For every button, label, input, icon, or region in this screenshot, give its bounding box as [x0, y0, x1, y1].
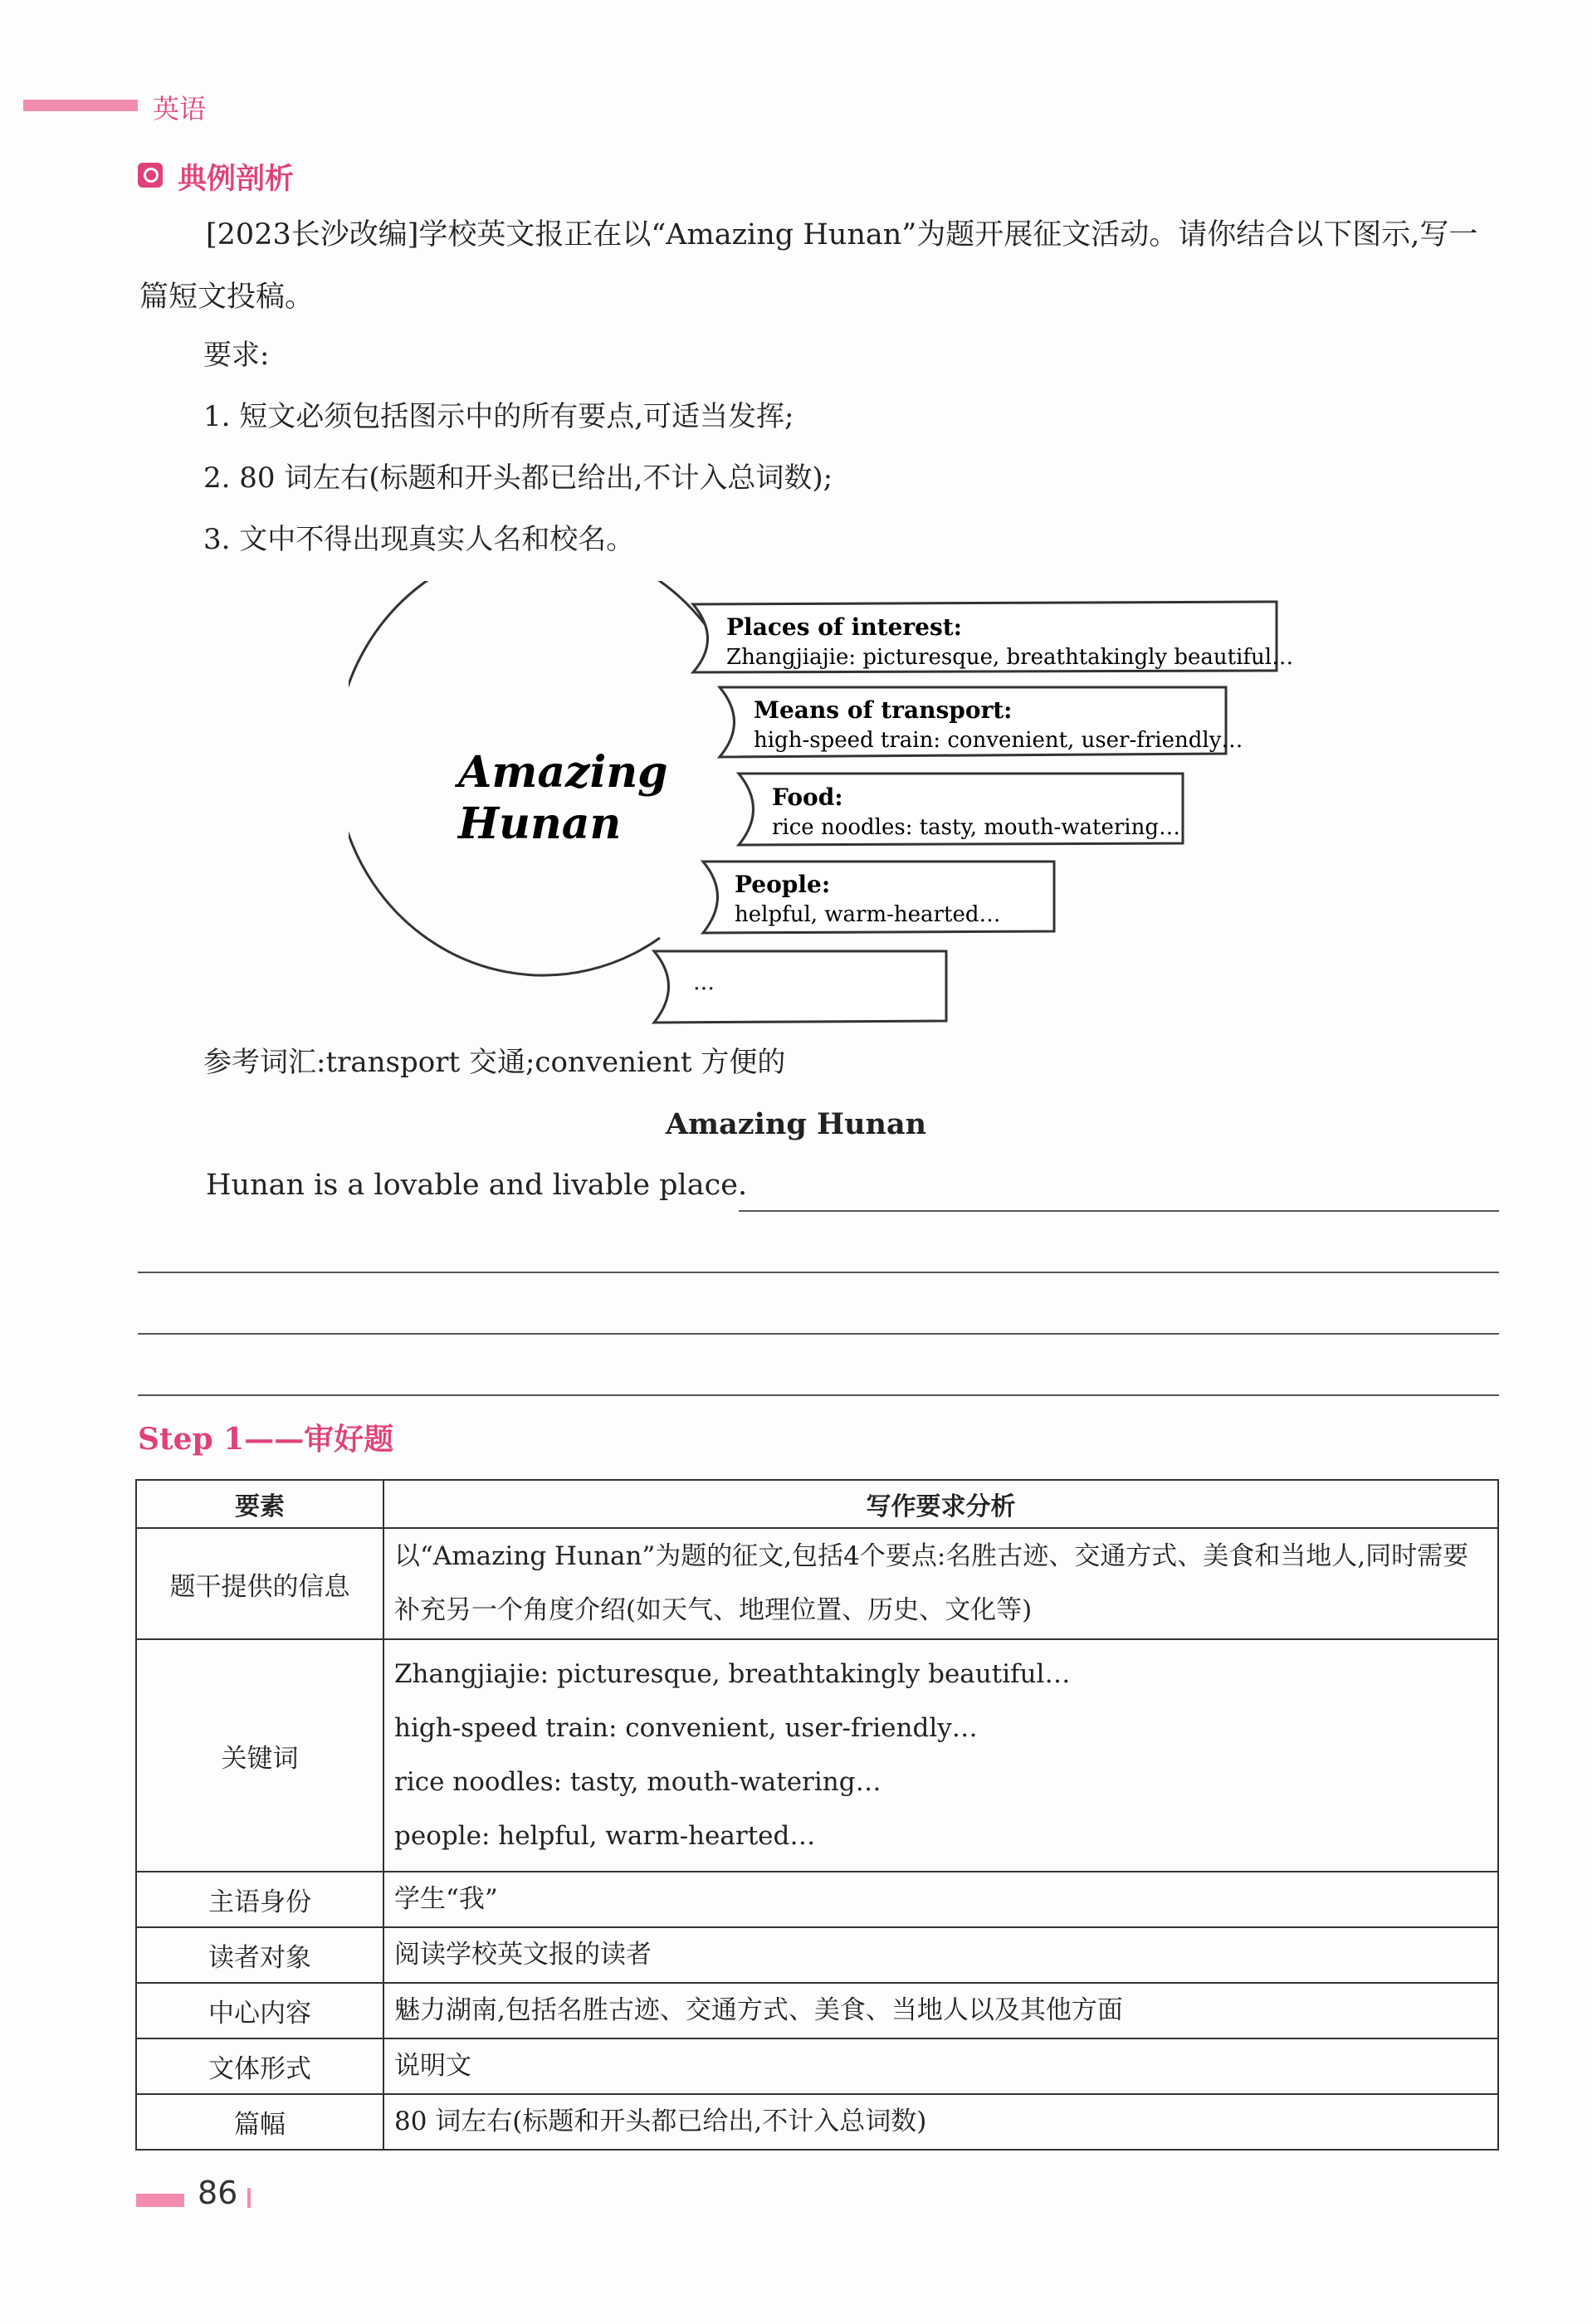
row-line: 学生“我” — [394, 1884, 498, 1914]
row-value — [383, 1639, 1498, 1872]
box-places-title: Places of interest: — [726, 613, 963, 641]
mind-map-diagram — [349, 581, 1311, 1046]
row-line: 补充另一个角度介绍(如天气、地理位置、历史、文化等) — [394, 1595, 1033, 1625]
row-value — [383, 2038, 1498, 2094]
box-transport-title: Means of transport: — [754, 696, 1013, 724]
row-line: high-speed train: convenient, user-friendly… — [394, 1713, 978, 1743]
table-row — [136, 2094, 1498, 2150]
row-key: 文体形式 — [136, 2038, 383, 2094]
row-line: 魅力湖南,包括名胜古迹、交通方式、美食、当地人以及其他方面 — [394, 1995, 1123, 2025]
magnifier-icon — [138, 163, 163, 188]
row-key: 篇幅 — [136, 2094, 383, 2150]
center-line-2: Hunan — [458, 798, 622, 849]
table-row — [136, 1872, 1498, 1927]
task-intro: [2023长沙改编]学校英文报正在以“Amazing Hunan”为题开展征文活动。请你结合以下图示,写一篇短文投稿。 — [139, 218, 1478, 314]
box-places — [693, 602, 1293, 672]
table-row — [136, 2038, 1498, 2094]
row-line: 以“Amazing Hunan”为题的征文,包括4个要点:名胜古迹、交通方式、美食和当地人,同时需要 — [394, 1541, 1469, 1571]
box-people — [703, 862, 1054, 933]
box-food-title: Food: — [772, 784, 843, 811]
step-title: Step 1——审好题 — [138, 1422, 394, 1457]
row-key: 关键词 — [136, 1639, 383, 1872]
row-line: rice noodles: tasty, mouth-watering… — [394, 1767, 881, 1797]
table-row — [136, 1927, 1498, 1983]
table-header-row — [136, 1480, 1498, 1528]
row-line: 80 词左右(标题和开头都已给出,不计入总词数) — [394, 2107, 927, 2136]
row-key: 读者对象 — [136, 1927, 383, 1983]
requirement-2: 2. 80 词左右(标题和开头都已给出,不计入总词数); — [203, 461, 833, 495]
box-places-text: Zhangjiajie: picturesque, breathtakingly beautiful… — [726, 645, 1294, 670]
writing-line — [138, 1394, 1499, 1396]
table-header: 写作要求分析 — [383, 1480, 1498, 1528]
requirement-1: 1. 短文必须包括图示中的所有要点,可适当发挥; — [203, 400, 794, 433]
center-line-1: Amazing — [458, 747, 668, 798]
row-key: 题干提供的信息 — [136, 1528, 383, 1639]
box-more-text: … — [693, 970, 715, 995]
row-key: 中心内容 — [136, 1983, 383, 2038]
table-row — [136, 1528, 1498, 1639]
section-title: 典例剖析 — [178, 163, 295, 196]
page-number-tick — [247, 2188, 251, 2208]
page-number: 86 — [198, 2175, 238, 2211]
table-row — [136, 1983, 1498, 2038]
writing-line — [739, 1210, 1499, 1212]
requirements-heading: 要求: — [203, 339, 270, 372]
row-value — [383, 1983, 1498, 2038]
subject-label: 英语 — [153, 93, 207, 124]
box-transport-text: high-speed train: convenient, user-friendly… — [754, 728, 1243, 753]
analysis-table — [135, 1479, 1499, 2151]
header-bar — [23, 100, 138, 111]
box-people-title: People: — [735, 871, 831, 898]
essay-title: Amazing Hunan — [665, 1107, 927, 1141]
writing-line — [138, 1272, 1499, 1273]
row-value — [383, 1872, 1498, 1927]
essay-opening: Hunan is a lovable and livable place. — [206, 1169, 748, 1202]
box-food-text: rice noodles: tasty, mouth-watering… — [772, 815, 1180, 840]
page-number-bar — [136, 2194, 184, 2207]
box-more — [654, 951, 946, 1023]
row-line: 阅读学校英文报的读者 — [394, 1940, 652, 1970]
table-header: 要素 — [136, 1480, 383, 1528]
reference-vocabulary: 参考词汇:transport 交通;convenient 方便的 — [203, 1046, 786, 1079]
box-food — [739, 774, 1183, 845]
row-line: 说明文 — [394, 2051, 471, 2081]
requirement-3: 3. 文中不得出现真实人名和校名。 — [203, 523, 635, 556]
writing-line — [138, 1333, 1499, 1335]
row-key: 主语身份 — [136, 1872, 383, 1927]
box-transport — [720, 687, 1243, 757]
box-people-text: helpful, warm-hearted… — [735, 902, 1001, 927]
row-line: people: helpful, warm-hearted… — [394, 1821, 816, 1851]
row-value — [383, 2094, 1498, 2150]
table-row — [136, 1639, 1498, 1872]
row-value — [383, 1528, 1498, 1639]
row-line: Zhangjiajie: picturesque, breathtakingly beautiful… — [394, 1659, 1071, 1689]
row-value — [383, 1927, 1498, 1983]
